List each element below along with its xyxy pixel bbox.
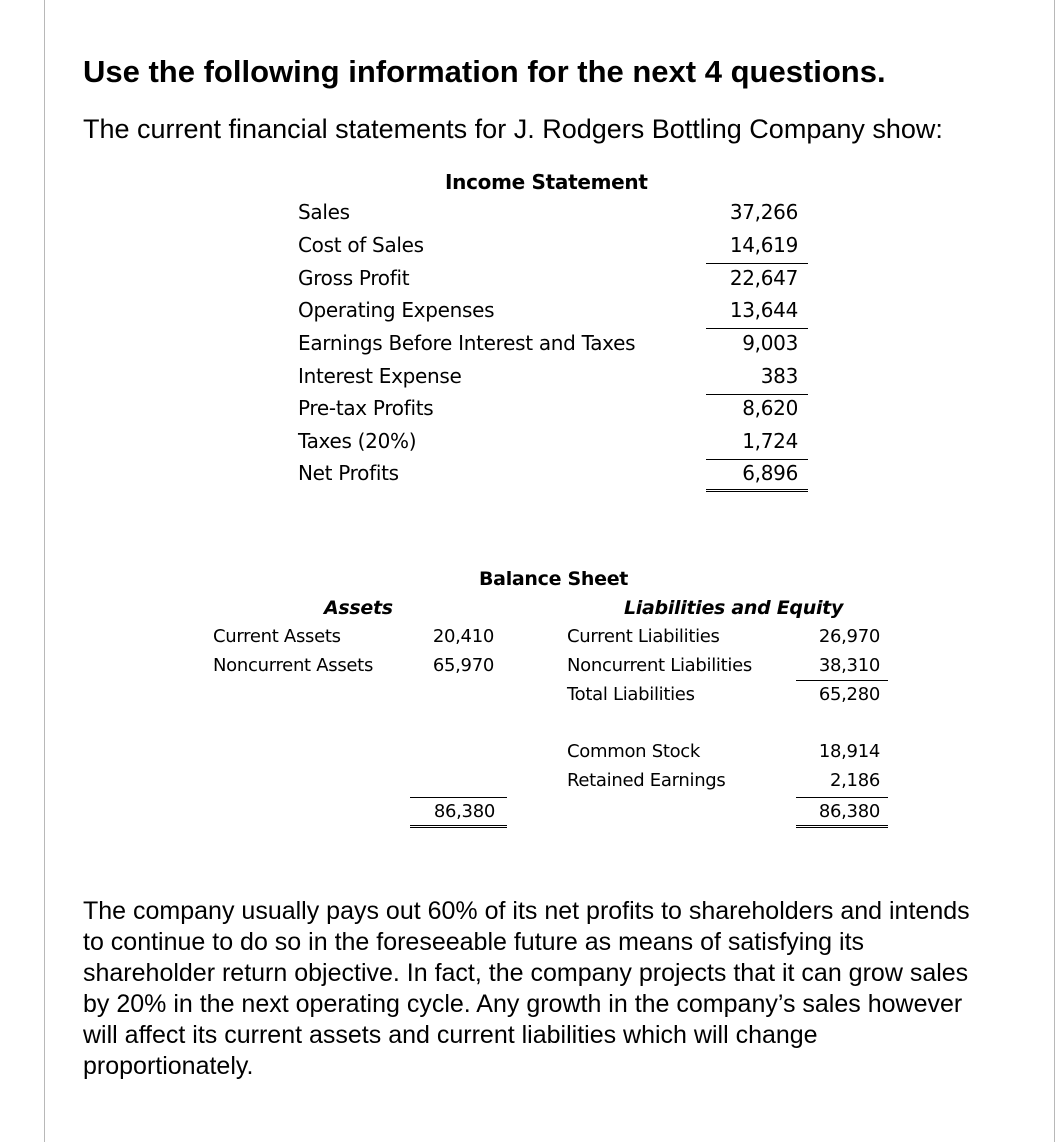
is-label: Cost of Sales (298, 233, 424, 257)
is-value: 14,619 (706, 233, 808, 264)
page-border-left (44, 0, 45, 1142)
is-label: Interest Expense (298, 364, 462, 388)
current-assets-value: 20,410 (432, 626, 494, 647)
common-stock-label: Common Stock (567, 741, 701, 762)
is-value: 1,724 (706, 429, 808, 460)
is-label: Operating Expenses (298, 298, 495, 322)
total-liabilities-value: 65,280 (818, 684, 880, 705)
intro-text: The current financial statements for J. Rodgers Bottling Company show: (83, 114, 943, 144)
noncurrent-assets-label: Noncurrent Assets (213, 655, 374, 676)
current-assets-label: Current Assets (213, 626, 341, 647)
is-label: Pre-tax Profits (298, 396, 434, 420)
page-border-right (1054, 0, 1055, 1142)
current-liabilities-value: 26,970 (818, 626, 880, 647)
noncurrent-liabilities-label: Noncurrent Liabilities (567, 655, 752, 676)
is-label: Gross Profit (298, 266, 410, 290)
assets-header: Assets (324, 597, 393, 619)
is-value: 13,644 (706, 298, 808, 329)
retained-earnings-label: Retained Earnings (567, 770, 726, 791)
income-statement-title: Income Statement (445, 170, 648, 194)
is-row-ebit (298, 331, 808, 364)
current-liabilities-label: Current Liabilities (567, 626, 720, 647)
is-row-interest-expense (298, 364, 808, 397)
is-value: 22,647 (729, 266, 798, 290)
is-row-sales (298, 200, 808, 233)
balance-sheet-title: Balance Sheet (479, 568, 629, 590)
closing-paragraph: The company usually pays out 60% of its net profits to shareholders and intends to continue to do so in the foreseeable future as means of satisfying its shareholder return objective. In fact, the company projects that it can grow sales by 20% in the next operating cycle. Any growth in the company’s sales however will affect its current assets and current liabilities which will change proportionately. (83, 897, 970, 1080)
is-row-operating-expenses (298, 298, 808, 331)
is-label: Sales (298, 200, 350, 224)
is-label: Earnings Before Interest and Taxes (298, 331, 636, 355)
liabilities-equity-header: Liabilities and Equity (624, 597, 844, 619)
is-row-taxes (298, 429, 808, 462)
is-value: 8,620 (742, 396, 798, 420)
noncurrent-assets-value: 65,970 (432, 655, 494, 676)
is-row-gross-profit (298, 266, 808, 299)
total-liabilities-equity-value: 86,380 (796, 797, 888, 828)
is-value: 6,896 (706, 461, 808, 492)
common-stock-value: 18,914 (818, 741, 880, 762)
is-row-pretax-profits (298, 396, 808, 429)
total-liabilities-label: Total Liabilities (567, 684, 695, 705)
is-value: 9,003 (742, 331, 798, 355)
is-label: Taxes (20%) (298, 429, 417, 453)
is-value: 37,266 (729, 200, 798, 224)
is-value: 383 (706, 364, 808, 395)
is-row-net-profits (298, 461, 808, 494)
is-row-cost-of-sales (298, 233, 808, 266)
noncurrent-liabilities-value: 38,310 (796, 655, 888, 681)
question-heading: Use the following information for the next 4 questions. (83, 54, 886, 89)
retained-earnings-value: 2,186 (829, 770, 880, 791)
is-label: Net Profits (298, 461, 399, 485)
total-assets-value: 86,380 (410, 797, 507, 828)
